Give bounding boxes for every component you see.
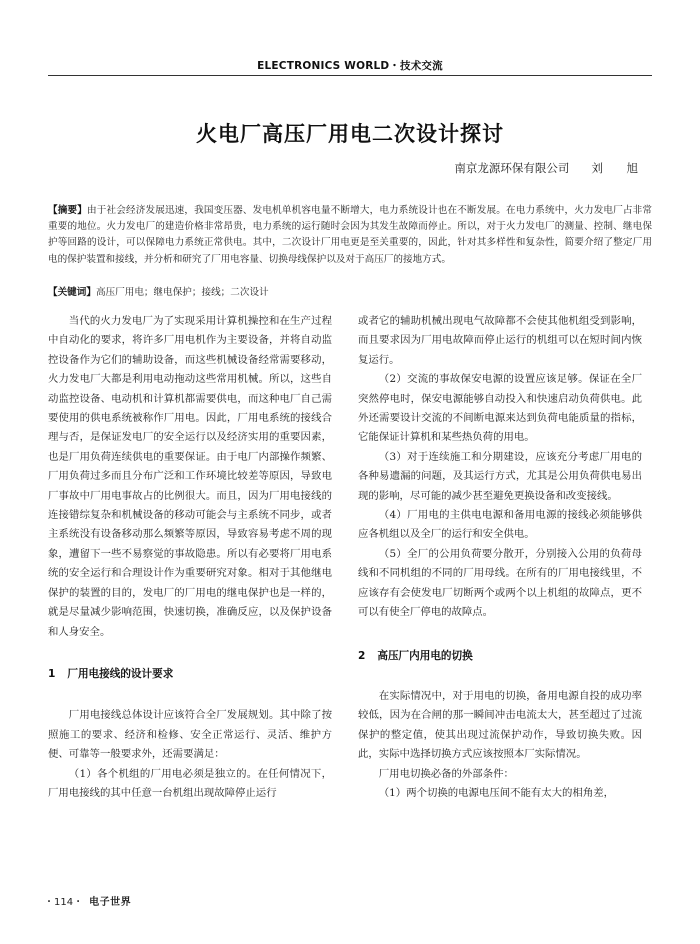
- section-2-paragraph: 在实际情况中，对于用电的切换，备用电源自投的成功率较低，因为在合闸的那一瞬间冲击电流太大，甚至超过了过流保护的整定值，使其出现过流保护动作，导致切换失败。因此，实际中选择切换方式应该按照本厂实际情况。: [358, 689, 642, 761]
- intro-paragraph: 当代的火力发电厂为了实现采用计算机操控和在生产过程中自动化的要求，将许多厂用电机作为主要设备，并将自动监控设备作为它们的辅助设备，而这些机械设备经常需要移动，火力发电厂大都是利用电动拖动这些常用机械。所以，这些自动监控设备、电动机和计算机都需要供电，而这种电厂自己需要使用的供电系统被称作厂用电。因此，厂用电系统的接线合理与否，是保证发电厂的安全运行以及经济实用的重要因素，也是厂用负荷连续供电的重要保证。由于电厂内部操作频繁、厂用负荷过多而且分布广泛和工作环境比较差等原因，导致电厂事故中厂用电事故占的比例很大。而且，因为厂用电接线的连接错综复杂和机械设备的移动可能会与主系统不同步，或者主系统没有设备移动那么频繁等原因，导致容易考虑不周的现象，遭留下一些不易察觉的事故隐患。所以有必要将厂用电系统的安全运行和合理设计作为重要研究对象。相对于其他继电保护的装置的目的，发电厂的厂用电的继电保护也是一样的，就是尽量减少影响范围，快速切换，准确反应，以及保护设备和人身安全。: [48, 315, 332, 638]
- keywords-tag: 【关键词】: [48, 287, 96, 298]
- journal-name: 电子世界: [89, 897, 132, 908]
- keywords-text: 高压厂用电；继电保护；接线；二次设计: [95, 287, 269, 298]
- section-2-heading: [358, 647, 642, 666]
- left-column: [48, 312, 332, 803]
- section-2-title: 高压厂内用电的切换: [377, 649, 473, 662]
- abstract: [48, 203, 652, 268]
- abstract-tag: 【摘要】: [48, 205, 87, 216]
- article-title: 火电厂高压厂用电二次设计探讨: [196, 122, 504, 146]
- section-1-title: 厂用电接线的设计要求: [67, 667, 174, 680]
- section-1-heading: [48, 665, 332, 684]
- abstract-text: 由于社会经济发展迅速，我国变压器、发电机单机容电量不断增大，电力系统设计也在不断发展。在电力系统中，火力发电厂占非常重要的地位。火力发电厂的建造价格非常昂贵，电力系统的运行随时会因为其发生故障而停止。所以，对于火力发电厂的测量、控制、继电保护等回路的设计，可以保障电力系统正常供电。其中，二次设计厂用电更是至关重要的，因此，针对其多样性和复杂性，简要介绍了整定厂用电的保护装置和接线，并分析和研究了厂用电容量、切换母线保护以及对于高压厂的接地方式。: [48, 205, 653, 265]
- requirement-item-1-continued: 或者它的辅助机械出现电气故障都不会使其他机组受到影响，而且要求因为厂用电故障而停止运行的机组可以在短时间内恢复运行。: [358, 315, 642, 366]
- requirement-item-5: （5）全厂的公用负荷要分散开，分别接入公用的负荷母线和不同机组的不同的厂用母线。在所有的厂用电接线里，不应该存有会使发电厂切断两个或两个以上机组的故障点，更不可以有使全厂停电的故障点。: [358, 547, 642, 619]
- author-name: 刘 旭: [591, 161, 648, 175]
- section-2-number: 2: [358, 649, 366, 662]
- requirement-item-2: （2）交流的事故保安电源的设置应该足够。保证在全厂突然停电时，保安电源能够自动投入和快速启动负荷供电。此外还需要设计交流的不间断电源来达到负荷电能质量的指标，它能保证计算机和某些热负荷的用电。: [358, 373, 642, 444]
- conditions-intro: 厂用电切换必备的外部条件：: [378, 767, 514, 780]
- page-number: ・114・: [44, 897, 84, 908]
- section-1-number: 1: [48, 667, 56, 680]
- condition-item-1: （1）两个切换的电源电压间不能有太大的相角差，: [378, 786, 614, 799]
- author-affiliation: 南京龙源环保有限公司: [454, 161, 570, 175]
- page-footer: [44, 893, 131, 908]
- requirement-item-1: （1）各个机组的厂用电必须是独立的。在任何情况下，厂用电接线的其中任意一台机组出现故障停止运行: [48, 767, 332, 799]
- author-line: [454, 160, 648, 176]
- running-header: ELECTRONICS WORLD・技术交流: [257, 60, 443, 72]
- requirement-item-4: （4）厂用电的主供电电源和备用电源的接线必须能够供应各机组以及全厂的运行和安全供电。: [358, 509, 642, 541]
- requirement-item-3: （3）对于连续施工和分期建设，应该充分考虑厂用电的各种易遗漏的问题，及其运行方式，尤其是公用负荷供电易出现的影响，尽可能的减少甚至避免更换设备和改变接线。: [358, 450, 642, 502]
- section-1-paragraph: 厂用电接线总体设计应该符合全厂发展规划。其中除了按照施工的要求、经济和检修、安全正常运行、灵活、维护方便、可靠等一般要求外，还需要满足：: [48, 709, 332, 761]
- keywords: [48, 285, 652, 301]
- right-column: [358, 312, 642, 803]
- header-divider: [48, 75, 652, 76]
